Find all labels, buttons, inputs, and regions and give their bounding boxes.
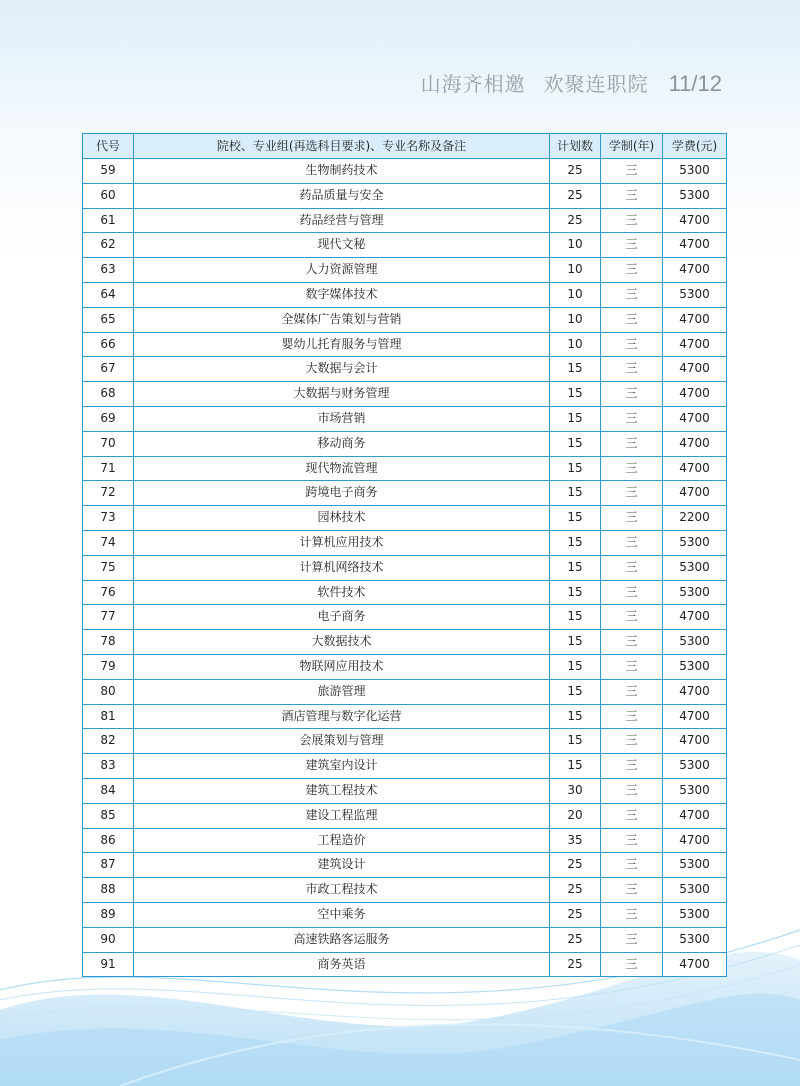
plan-count-cell: 15 <box>550 679 601 704</box>
major-cell: 建筑室内设计 <box>134 754 550 779</box>
major-cell: 跨境电子商务 <box>134 481 550 506</box>
tuition-cell: 4700 <box>663 208 727 233</box>
table-row <box>83 828 727 853</box>
plan-count-cell: 25 <box>550 902 601 927</box>
slogan-left: 山海齐相邀 <box>420 72 526 96</box>
plan-count-cell: 25 <box>550 853 601 878</box>
tuition-cell: 2200 <box>663 506 727 531</box>
duration-cell: 三 <box>601 679 663 704</box>
plan-count-cell: 15 <box>550 605 601 630</box>
table-row <box>83 258 727 283</box>
table-row <box>83 530 727 555</box>
major-cell: 软件技术 <box>134 580 550 605</box>
code-cell: 68 <box>83 382 134 407</box>
major-cell: 建筑工程技术 <box>134 778 550 803</box>
code-cell: 84 <box>83 778 134 803</box>
table-row <box>83 159 727 184</box>
code-cell: 86 <box>83 828 134 853</box>
duration-cell: 三 <box>601 208 663 233</box>
tuition-cell: 5300 <box>663 530 727 555</box>
code-cell: 63 <box>83 258 134 283</box>
duration-cell: 三 <box>601 456 663 481</box>
code-cell: 64 <box>83 282 134 307</box>
table-row <box>83 853 727 878</box>
table-row <box>83 927 727 952</box>
code-cell: 70 <box>83 431 134 456</box>
tuition-cell: 4700 <box>663 233 727 258</box>
code-cell: 65 <box>83 307 134 332</box>
major-cell: 大数据与会计 <box>134 357 550 382</box>
duration-cell: 三 <box>601 878 663 903</box>
tuition-cell: 4700 <box>663 729 727 754</box>
duration-cell: 三 <box>601 282 663 307</box>
table-row <box>83 332 727 357</box>
major-cell: 会展策划与管理 <box>134 729 550 754</box>
major-cell: 市政工程技术 <box>134 878 550 903</box>
duration-cell: 三 <box>601 853 663 878</box>
plan-count-cell: 15 <box>550 481 601 506</box>
table-row <box>83 605 727 630</box>
column-header-tuition: 学费(元) <box>663 134 727 159</box>
major-cell: 空中乘务 <box>134 902 550 927</box>
plan-count-cell: 15 <box>550 456 601 481</box>
duration-cell: 三 <box>601 159 663 184</box>
code-cell: 80 <box>83 679 134 704</box>
major-cell: 电子商务 <box>134 605 550 630</box>
tuition-cell: 4700 <box>663 357 727 382</box>
code-cell: 89 <box>83 902 134 927</box>
table-row <box>83 282 727 307</box>
major-cell: 计算机网络技术 <box>134 555 550 580</box>
code-cell: 72 <box>83 481 134 506</box>
table-row <box>83 357 727 382</box>
table-row <box>83 307 727 332</box>
tuition-cell: 4700 <box>663 431 727 456</box>
major-cell: 现代文秘 <box>134 233 550 258</box>
plan-count-cell: 15 <box>550 406 601 431</box>
tuition-cell: 5300 <box>663 282 727 307</box>
table-row <box>83 952 727 977</box>
duration-cell: 三 <box>601 654 663 679</box>
code-cell: 59 <box>83 159 134 184</box>
plan-count-cell: 10 <box>550 233 601 258</box>
tuition-cell: 5300 <box>663 555 727 580</box>
tuition-cell: 4700 <box>663 406 727 431</box>
plan-count-cell: 15 <box>550 530 601 555</box>
plan-count-cell: 10 <box>550 282 601 307</box>
duration-cell: 三 <box>601 431 663 456</box>
plan-count-cell: 15 <box>550 630 601 655</box>
table-row <box>83 208 727 233</box>
code-cell: 67 <box>83 357 134 382</box>
column-header-duration: 学制(年) <box>601 134 663 159</box>
code-cell: 76 <box>83 580 134 605</box>
tuition-cell: 5300 <box>663 778 727 803</box>
code-cell: 85 <box>83 803 134 828</box>
column-header-code: 代号 <box>83 134 134 159</box>
major-cell: 高速铁路客运服务 <box>134 927 550 952</box>
code-cell: 66 <box>83 332 134 357</box>
duration-cell: 三 <box>601 357 663 382</box>
tuition-cell: 4700 <box>663 481 727 506</box>
duration-cell: 三 <box>601 506 663 531</box>
plan-count-cell: 15 <box>550 704 601 729</box>
major-cell: 婴幼儿托育服务与管理 <box>134 332 550 357</box>
duration-cell: 三 <box>601 952 663 977</box>
table-body <box>83 159 727 977</box>
tuition-cell: 4700 <box>663 952 727 977</box>
major-cell: 酒店管理与数字化运营 <box>134 704 550 729</box>
plan-count-cell: 10 <box>550 307 601 332</box>
duration-cell: 三 <box>601 555 663 580</box>
table-row <box>83 382 727 407</box>
tuition-cell: 5300 <box>663 878 727 903</box>
page-number: 11/12 <box>668 71 722 96</box>
tuition-cell: 4700 <box>663 605 727 630</box>
code-cell: 81 <box>83 704 134 729</box>
table-row <box>83 431 727 456</box>
plan-count-cell: 30 <box>550 778 601 803</box>
duration-cell: 三 <box>601 307 663 332</box>
plan-count-cell: 25 <box>550 183 601 208</box>
table-row <box>83 654 727 679</box>
plan-count-cell: 20 <box>550 803 601 828</box>
major-cell: 移动商务 <box>134 431 550 456</box>
tuition-cell: 5300 <box>663 580 727 605</box>
duration-cell: 三 <box>601 927 663 952</box>
duration-cell: 三 <box>601 704 663 729</box>
duration-cell: 三 <box>601 754 663 779</box>
tuition-cell: 5300 <box>663 630 727 655</box>
duration-cell: 三 <box>601 778 663 803</box>
table-row <box>83 878 727 903</box>
table-row <box>83 729 727 754</box>
slogan-right: 欢聚连职院 <box>543 72 649 96</box>
enrollment-plan-table <box>82 133 727 977</box>
major-cell: 市场营销 <box>134 406 550 431</box>
duration-cell: 三 <box>601 605 663 630</box>
tuition-cell: 4700 <box>663 828 727 853</box>
plan-count-cell: 25 <box>550 927 601 952</box>
tuition-cell: 5300 <box>663 183 727 208</box>
column-header-plan: 计划数 <box>550 134 601 159</box>
duration-cell: 三 <box>601 332 663 357</box>
major-cell: 工程造价 <box>134 828 550 853</box>
plan-count-cell: 35 <box>550 828 601 853</box>
table-row <box>83 778 727 803</box>
major-cell: 数字媒体技术 <box>134 282 550 307</box>
code-cell: 90 <box>83 927 134 952</box>
column-header-major: 院校、专业组(再选科目要求)、专业名称及备注 <box>134 134 550 159</box>
plan-count-cell: 15 <box>550 754 601 779</box>
table-row <box>83 183 727 208</box>
tuition-cell: 4700 <box>663 307 727 332</box>
table-row <box>83 704 727 729</box>
major-cell: 大数据与财务管理 <box>134 382 550 407</box>
tuition-cell: 4700 <box>663 456 727 481</box>
major-cell: 大数据技术 <box>134 630 550 655</box>
duration-cell: 三 <box>601 803 663 828</box>
page-header <box>421 68 722 97</box>
table-row <box>83 481 727 506</box>
plan-count-cell: 15 <box>550 506 601 531</box>
code-cell: 74 <box>83 530 134 555</box>
code-cell: 87 <box>83 853 134 878</box>
table-row <box>83 679 727 704</box>
major-cell: 建筑设计 <box>134 853 550 878</box>
code-cell: 75 <box>83 555 134 580</box>
code-cell: 79 <box>83 654 134 679</box>
code-cell: 73 <box>83 506 134 531</box>
major-cell: 生物制药技术 <box>134 159 550 184</box>
plan-count-cell: 15 <box>550 729 601 754</box>
plan-count-cell: 10 <box>550 258 601 283</box>
duration-cell: 三 <box>601 406 663 431</box>
plan-count-cell: 10 <box>550 332 601 357</box>
code-cell: 91 <box>83 952 134 977</box>
major-cell: 全媒体广告策划与营销 <box>134 307 550 332</box>
tuition-cell: 5300 <box>663 927 727 952</box>
table-row <box>83 233 727 258</box>
major-cell: 物联网应用技术 <box>134 654 550 679</box>
tuition-cell: 4700 <box>663 332 727 357</box>
duration-cell: 三 <box>601 530 663 555</box>
plan-count-cell: 25 <box>550 159 601 184</box>
duration-cell: 三 <box>601 729 663 754</box>
major-cell: 药品质量与安全 <box>134 183 550 208</box>
duration-cell: 三 <box>601 580 663 605</box>
plan-count-cell: 15 <box>550 555 601 580</box>
plan-count-cell: 25 <box>550 208 601 233</box>
plan-count-cell: 15 <box>550 431 601 456</box>
duration-cell: 三 <box>601 233 663 258</box>
major-cell: 园林技术 <box>134 506 550 531</box>
code-cell: 88 <box>83 878 134 903</box>
plan-count-cell: 25 <box>550 878 601 903</box>
code-cell: 69 <box>83 406 134 431</box>
major-cell: 人力资源管理 <box>134 258 550 283</box>
table-header-row <box>83 134 727 159</box>
table-row <box>83 803 727 828</box>
tuition-cell: 4700 <box>663 258 727 283</box>
duration-cell: 三 <box>601 630 663 655</box>
plan-count-cell: 15 <box>550 580 601 605</box>
tuition-cell: 5300 <box>663 853 727 878</box>
major-cell: 旅游管理 <box>134 679 550 704</box>
table-row <box>83 580 727 605</box>
tuition-cell: 4700 <box>663 803 727 828</box>
code-cell: 62 <box>83 233 134 258</box>
table-row <box>83 630 727 655</box>
major-cell: 现代物流管理 <box>134 456 550 481</box>
code-cell: 78 <box>83 630 134 655</box>
tuition-cell: 4700 <box>663 382 727 407</box>
major-cell: 商务英语 <box>134 952 550 977</box>
tuition-cell: 4700 <box>663 679 727 704</box>
tuition-cell: 5300 <box>663 654 727 679</box>
code-cell: 82 <box>83 729 134 754</box>
table-row <box>83 506 727 531</box>
table-row <box>83 902 727 927</box>
code-cell: 60 <box>83 183 134 208</box>
major-cell: 计算机应用技术 <box>134 530 550 555</box>
major-cell: 建设工程监理 <box>134 803 550 828</box>
plan-count-cell: 15 <box>550 357 601 382</box>
code-cell: 61 <box>83 208 134 233</box>
duration-cell: 三 <box>601 481 663 506</box>
table-row <box>83 754 727 779</box>
code-cell: 71 <box>83 456 134 481</box>
tuition-cell: 4700 <box>663 704 727 729</box>
plan-count-cell: 15 <box>550 382 601 407</box>
duration-cell: 三 <box>601 382 663 407</box>
table-row <box>83 406 727 431</box>
tuition-cell: 5300 <box>663 754 727 779</box>
duration-cell: 三 <box>601 183 663 208</box>
tuition-cell: 5300 <box>663 159 727 184</box>
table-row <box>83 555 727 580</box>
tuition-cell: 5300 <box>663 902 727 927</box>
code-cell: 83 <box>83 754 134 779</box>
plan-count-cell: 15 <box>550 654 601 679</box>
duration-cell: 三 <box>601 258 663 283</box>
major-cell: 药品经营与管理 <box>134 208 550 233</box>
duration-cell: 三 <box>601 902 663 927</box>
plan-count-cell: 25 <box>550 952 601 977</box>
code-cell: 77 <box>83 605 134 630</box>
duration-cell: 三 <box>601 828 663 853</box>
table-row <box>83 456 727 481</box>
